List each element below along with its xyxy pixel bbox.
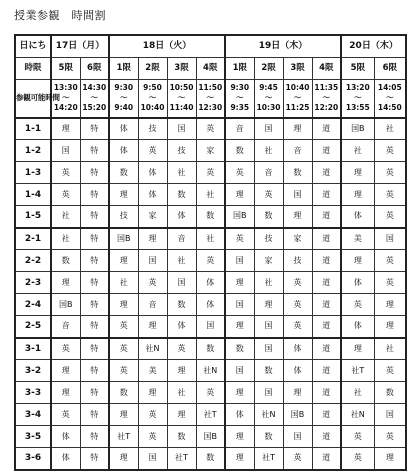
- subject-cell: 英: [341, 448, 374, 470]
- subject-cell: 理: [109, 184, 138, 206]
- subject-cell: 英: [374, 184, 406, 206]
- subject-cell: 特: [80, 206, 109, 228]
- subject-cell: 特: [80, 426, 109, 448]
- time-sep: 〜: [177, 93, 186, 102]
- subject-cell: 数: [196, 338, 225, 360]
- viewing-time-cell: [374, 79, 406, 118]
- class-row: [15, 272, 406, 294]
- subject-cell: 美: [138, 360, 167, 382]
- subject-cell: 理: [225, 316, 254, 338]
- subject-cell: 国: [374, 404, 406, 426]
- subject-cell: 体: [138, 184, 167, 206]
- subject-cell: 社: [167, 250, 196, 272]
- class-row: [15, 140, 406, 162]
- subject-cell: 家: [196, 140, 225, 162]
- subject-cell: 道: [312, 404, 341, 426]
- subject-cell: 特: [80, 338, 109, 360]
- subject-cell: 社: [196, 228, 225, 250]
- subject-cell: 理: [51, 382, 80, 404]
- subject-cell: 特: [80, 228, 109, 250]
- subject-cell: 社: [374, 338, 406, 360]
- subject-cell: 国: [225, 250, 254, 272]
- page-title: 授業参観 時間割: [14, 9, 106, 22]
- class-label: 2-1: [15, 228, 51, 250]
- subject-cell: 技: [167, 140, 196, 162]
- time-sep: 〜: [148, 93, 157, 102]
- time-start: 9:30: [114, 83, 134, 92]
- subject-cell: 英: [374, 272, 406, 294]
- subject-cell: 道: [312, 316, 341, 338]
- subject-cell: 社: [51, 228, 80, 250]
- subject-cell: 道: [312, 294, 341, 316]
- corner-label: 日にち: [15, 35, 51, 57]
- viewing-time-cell: [138, 79, 167, 118]
- time-start: 9:45: [259, 83, 278, 92]
- class-row: [15, 316, 406, 338]
- subject-cell: 英: [138, 272, 167, 294]
- subject-cell: 特: [80, 162, 109, 184]
- subject-cell: 道: [312, 140, 341, 162]
- subject-cell: 理: [109, 294, 138, 316]
- class-label: 2-5: [15, 316, 51, 338]
- subject-cell: 数: [374, 382, 406, 404]
- class-label: 1-1: [15, 118, 51, 140]
- subject-cell: 英: [341, 426, 374, 448]
- subject-cell: 理: [109, 250, 138, 272]
- day-header: 18日（火）: [109, 35, 225, 57]
- subject-cell: 道: [312, 360, 341, 382]
- subject-cell: 英: [196, 162, 225, 184]
- subject-cell: 特: [80, 250, 109, 272]
- class-label: 3-6: [15, 448, 51, 470]
- time-end: 14:50: [377, 103, 402, 112]
- subject-cell: 英: [196, 382, 225, 404]
- class-row: [15, 404, 406, 426]
- subject-cell: 社: [167, 382, 196, 404]
- class-row: [15, 250, 406, 272]
- subject-cell: 体: [283, 338, 312, 360]
- time-start: 10:40: [285, 83, 310, 92]
- subject-cell: 国: [138, 250, 167, 272]
- period-cell: 3限: [283, 57, 312, 79]
- subject-cell: 音: [167, 228, 196, 250]
- subject-cell: 特: [80, 118, 109, 140]
- period-cell: 4限: [196, 57, 225, 79]
- time-sep: 〜: [354, 93, 362, 102]
- subject-cell: 理: [138, 316, 167, 338]
- subject-cell: 国B: [51, 294, 80, 316]
- viewing-time-cell: [109, 79, 138, 118]
- subject-cell: 体: [341, 272, 374, 294]
- class-label: 3-4: [15, 404, 51, 426]
- time-start: 11:50: [198, 83, 223, 92]
- class-row: [15, 228, 406, 250]
- subject-cell: 体: [283, 360, 312, 382]
- subject-cell: 技: [138, 118, 167, 140]
- subject-cell: 国: [254, 338, 283, 360]
- subject-cell: 理: [138, 228, 167, 250]
- subject-cell: 英: [374, 140, 406, 162]
- subject-cell: 道: [312, 426, 341, 448]
- subject-cell: 国: [254, 118, 283, 140]
- period-cell: 3限: [167, 57, 196, 79]
- subject-cell: 体: [196, 294, 225, 316]
- subject-cell: 家: [254, 250, 283, 272]
- subject-cell: 道: [312, 228, 341, 250]
- time-end: 14:20: [53, 103, 78, 112]
- subject-cell: 体: [109, 140, 138, 162]
- subject-cell: 社T: [341, 360, 374, 382]
- subject-cell: 理: [341, 338, 374, 360]
- class-label: 2-4: [15, 294, 51, 316]
- subject-cell: 理: [283, 118, 312, 140]
- subject-cell: 国: [254, 316, 283, 338]
- subject-cell: 体: [341, 206, 374, 228]
- period-cell: 2限: [254, 57, 283, 79]
- subject-cell: 理: [283, 382, 312, 404]
- subject-cell: 数: [254, 426, 283, 448]
- subject-cell: 特: [80, 184, 109, 206]
- period-label: 時限: [15, 57, 51, 79]
- time-start: 9:50: [143, 83, 162, 92]
- subject-cell: 体: [167, 316, 196, 338]
- subject-cell: 理: [374, 316, 406, 338]
- subject-cell: 理: [51, 360, 80, 382]
- subject-cell: 国: [283, 184, 312, 206]
- day-header: 20日（木）: [341, 35, 406, 57]
- time-sep: 〜: [120, 93, 128, 102]
- subject-cell: 社: [167, 162, 196, 184]
- viewing-time-row: [15, 79, 406, 118]
- class-label: 1-3: [15, 162, 51, 184]
- subject-cell: 国B: [225, 206, 254, 228]
- subject-cell: 社N: [341, 404, 374, 426]
- class-label: 1-4: [15, 184, 51, 206]
- subject-cell: 音: [138, 294, 167, 316]
- period-cell: 1限: [225, 57, 254, 79]
- subject-cell: 道: [312, 250, 341, 272]
- subject-cell: 特: [80, 272, 109, 294]
- subject-cell: 英: [138, 140, 167, 162]
- subject-cell: 特: [80, 294, 109, 316]
- subject-cell: 体: [51, 426, 80, 448]
- time-end: 12:20: [314, 103, 339, 112]
- class-label: 1-2: [15, 140, 51, 162]
- time-start: 11:35: [314, 83, 339, 92]
- subject-cell: 英: [109, 316, 138, 338]
- subject-cell: 英: [196, 118, 225, 140]
- timetable: [14, 34, 407, 471]
- viewing-time-cell: [312, 79, 341, 118]
- viewing-time-cell: [167, 79, 196, 118]
- subject-cell: 特: [80, 360, 109, 382]
- subject-cell: 理: [374, 448, 406, 470]
- subject-cell: 特: [80, 448, 109, 470]
- subject-cell: 音: [283, 140, 312, 162]
- viewing-time-cell: [283, 79, 312, 118]
- subject-cell: 道: [312, 272, 341, 294]
- time-end: 10:40: [140, 103, 165, 112]
- subject-cell: 国: [167, 118, 196, 140]
- subject-cell: 英: [341, 294, 374, 316]
- subject-cell: 体: [167, 206, 196, 228]
- subject-cell: 理: [225, 426, 254, 448]
- subject-cell: 理: [341, 184, 374, 206]
- class-row: [15, 448, 406, 470]
- subject-cell: 体: [138, 162, 167, 184]
- subject-cell: 理: [51, 118, 80, 140]
- subject-cell: 体: [196, 272, 225, 294]
- subject-cell: 数: [109, 382, 138, 404]
- period-row: [15, 57, 406, 79]
- subject-cell: 英: [374, 206, 406, 228]
- time-sep: 〜: [236, 93, 244, 102]
- viewing-time-cell: [225, 79, 254, 118]
- time-sep: 〜: [206, 93, 215, 102]
- viewing-time-cell: [254, 79, 283, 118]
- subject-cell: 数: [51, 250, 80, 272]
- subject-cell: 理: [138, 382, 167, 404]
- subject-cell: 数: [283, 162, 312, 184]
- subject-cell: 社T: [109, 426, 138, 448]
- subject-cell: 道: [312, 338, 341, 360]
- period-cell: 2限: [138, 57, 167, 79]
- class-label: 3-5: [15, 426, 51, 448]
- subject-cell: 国: [283, 426, 312, 448]
- time-end: 9:40: [114, 103, 134, 112]
- time-end: 10:30: [256, 103, 281, 112]
- subject-cell: 数: [254, 360, 283, 382]
- subject-cell: 数: [167, 184, 196, 206]
- subject-cell: 国: [138, 448, 167, 470]
- subject-cell: 数: [167, 426, 196, 448]
- time-start: 10:50: [169, 83, 194, 92]
- subject-cell: 社N: [138, 338, 167, 360]
- subject-cell: 社N: [196, 360, 225, 382]
- time-end: 11:25: [285, 103, 310, 112]
- period-cell: 1限: [109, 57, 138, 79]
- time-start: 13:30: [53, 83, 78, 92]
- time-sep: 〜: [90, 93, 98, 102]
- subject-cell: 体: [51, 448, 80, 470]
- subject-cell: 英: [138, 404, 167, 426]
- subject-cell: 特: [80, 404, 109, 426]
- subject-cell: 国B: [196, 426, 225, 448]
- subject-cell: 家: [283, 228, 312, 250]
- time-start: 14:05: [377, 83, 402, 92]
- class-label: 1-5: [15, 206, 51, 228]
- time-end: 12:30: [198, 103, 223, 112]
- subject-cell: 特: [80, 382, 109, 404]
- class-row: [15, 426, 406, 448]
- subject-cell: 英: [283, 316, 312, 338]
- subject-cell: 音: [225, 118, 254, 140]
- period-cell: 5限: [51, 57, 80, 79]
- subject-cell: 道: [312, 206, 341, 228]
- subject-cell: 特: [80, 316, 109, 338]
- class-row: [15, 338, 406, 360]
- class-row: [15, 382, 406, 404]
- class-label: 3-2: [15, 360, 51, 382]
- subject-cell: 理: [167, 360, 196, 382]
- subject-cell: 国: [51, 140, 80, 162]
- time-end: 11:40: [169, 103, 194, 112]
- viewing-time-cell: [196, 79, 225, 118]
- timetable-body: [15, 35, 406, 470]
- subject-cell: 技: [254, 228, 283, 250]
- subject-cell: 社: [51, 206, 80, 228]
- subject-cell: 理: [254, 294, 283, 316]
- subject-cell: 社: [341, 382, 374, 404]
- subject-cell: 英: [225, 162, 254, 184]
- subject-cell: 社T: [254, 448, 283, 470]
- class-row: [15, 360, 406, 382]
- subject-cell: 体: [225, 404, 254, 426]
- subject-cell: 理: [341, 162, 374, 184]
- time-end: 9:35: [230, 103, 250, 112]
- subject-cell: 英: [109, 338, 138, 360]
- time-end: 13:55: [345, 103, 370, 112]
- period-cell: 6限: [374, 57, 406, 79]
- subject-cell: 国: [225, 360, 254, 382]
- subject-cell: 体: [109, 118, 138, 140]
- subject-cell: 国: [225, 294, 254, 316]
- subject-cell: 音: [51, 316, 80, 338]
- subject-cell: 社: [254, 140, 283, 162]
- subject-cell: 英: [283, 448, 312, 470]
- subject-cell: 英: [254, 184, 283, 206]
- subject-cell: 理: [225, 184, 254, 206]
- subject-cell: 数: [225, 140, 254, 162]
- class-label: 3-3: [15, 382, 51, 404]
- class-row: [15, 294, 406, 316]
- subject-cell: 英: [196, 250, 225, 272]
- subject-cell: 社: [374, 118, 406, 140]
- subject-cell: 英: [374, 250, 406, 272]
- subject-cell: 理: [167, 404, 196, 426]
- viewing-time-cell: [80, 79, 109, 118]
- class-row: [15, 206, 406, 228]
- viewing-time-cell: [341, 79, 374, 118]
- subject-cell: 体: [341, 316, 374, 338]
- subject-cell: 社: [341, 140, 374, 162]
- subject-cell: 数: [225, 338, 254, 360]
- subject-cell: 英: [374, 360, 406, 382]
- subject-cell: 道: [312, 382, 341, 404]
- day-header: 17日（月）: [51, 35, 109, 57]
- time-start: 13:20: [345, 83, 370, 92]
- subject-cell: 数: [254, 206, 283, 228]
- class-label: 3-1: [15, 338, 51, 360]
- day-header: 19日（木）: [225, 35, 341, 57]
- subject-cell: 国: [196, 316, 225, 338]
- subject-cell: 理: [225, 272, 254, 294]
- subject-cell: 英: [51, 162, 80, 184]
- subject-cell: 道: [312, 162, 341, 184]
- subject-cell: 社: [109, 272, 138, 294]
- subject-cell: 国: [167, 272, 196, 294]
- subject-cell: 特: [80, 140, 109, 162]
- subject-cell: 理: [225, 382, 254, 404]
- time-sep: 〜: [62, 93, 70, 102]
- subject-cell: 技: [283, 250, 312, 272]
- subject-cell: 社T: [167, 448, 196, 470]
- subject-cell: 数: [196, 448, 225, 470]
- period-cell: 4限: [312, 57, 341, 79]
- subject-cell: 社N: [254, 404, 283, 426]
- time-start: 14:30: [82, 83, 107, 92]
- time-end: 15:20: [82, 103, 107, 112]
- time-start: 9:30: [230, 83, 250, 92]
- subject-cell: 理: [283, 206, 312, 228]
- subject-cell: 数: [196, 206, 225, 228]
- subject-cell: 国B: [283, 404, 312, 426]
- subject-cell: 理: [51, 272, 80, 294]
- subject-cell: 美: [341, 228, 374, 250]
- subject-cell: 英: [51, 404, 80, 426]
- subject-cell: 英: [374, 162, 406, 184]
- subject-cell: 英: [283, 294, 312, 316]
- subject-cell: 英: [138, 426, 167, 448]
- subject-cell: 理: [109, 404, 138, 426]
- subject-cell: 国B: [341, 118, 374, 140]
- subject-cell: 国: [374, 228, 406, 250]
- subject-cell: 英: [51, 338, 80, 360]
- class-row: [15, 184, 406, 206]
- subject-cell: 理: [374, 294, 406, 316]
- class-row: [15, 118, 406, 140]
- subject-cell: 社: [254, 272, 283, 294]
- subject-cell: 理: [341, 250, 374, 272]
- subject-cell: 英: [167, 338, 196, 360]
- time-sep: 〜: [293, 93, 302, 102]
- subject-cell: 国: [254, 382, 283, 404]
- subject-cell: 社: [196, 184, 225, 206]
- subject-cell: 家: [138, 206, 167, 228]
- period-cell: 5限: [341, 57, 374, 79]
- subject-cell: 社T: [196, 404, 225, 426]
- subject-cell: 理: [109, 448, 138, 470]
- subject-cell: 技: [109, 206, 138, 228]
- subject-cell: 音: [254, 162, 283, 184]
- subject-cell: 道: [312, 118, 341, 140]
- period-cell: 6限: [80, 57, 109, 79]
- subject-cell: 道: [312, 448, 341, 470]
- viewing-time-label: 参観可能時間: [15, 79, 51, 118]
- time-sep: 〜: [322, 93, 331, 102]
- subject-cell: 理: [225, 448, 254, 470]
- class-label: 2-3: [15, 272, 51, 294]
- class-row: [15, 162, 406, 184]
- subject-cell: 数: [167, 294, 196, 316]
- class-label: 2-2: [15, 250, 51, 272]
- subject-cell: 英: [225, 228, 254, 250]
- time-sep: 〜: [264, 93, 273, 102]
- subject-cell: 英: [51, 184, 80, 206]
- subject-cell: 英: [109, 360, 138, 382]
- subject-cell: 道: [312, 184, 341, 206]
- time-sep: 〜: [386, 93, 394, 102]
- subject-cell: 数: [109, 162, 138, 184]
- subject-cell: 英: [283, 272, 312, 294]
- subject-cell: 国B: [109, 228, 138, 250]
- day-header-row: [15, 35, 406, 57]
- subject-cell: 英: [374, 426, 406, 448]
